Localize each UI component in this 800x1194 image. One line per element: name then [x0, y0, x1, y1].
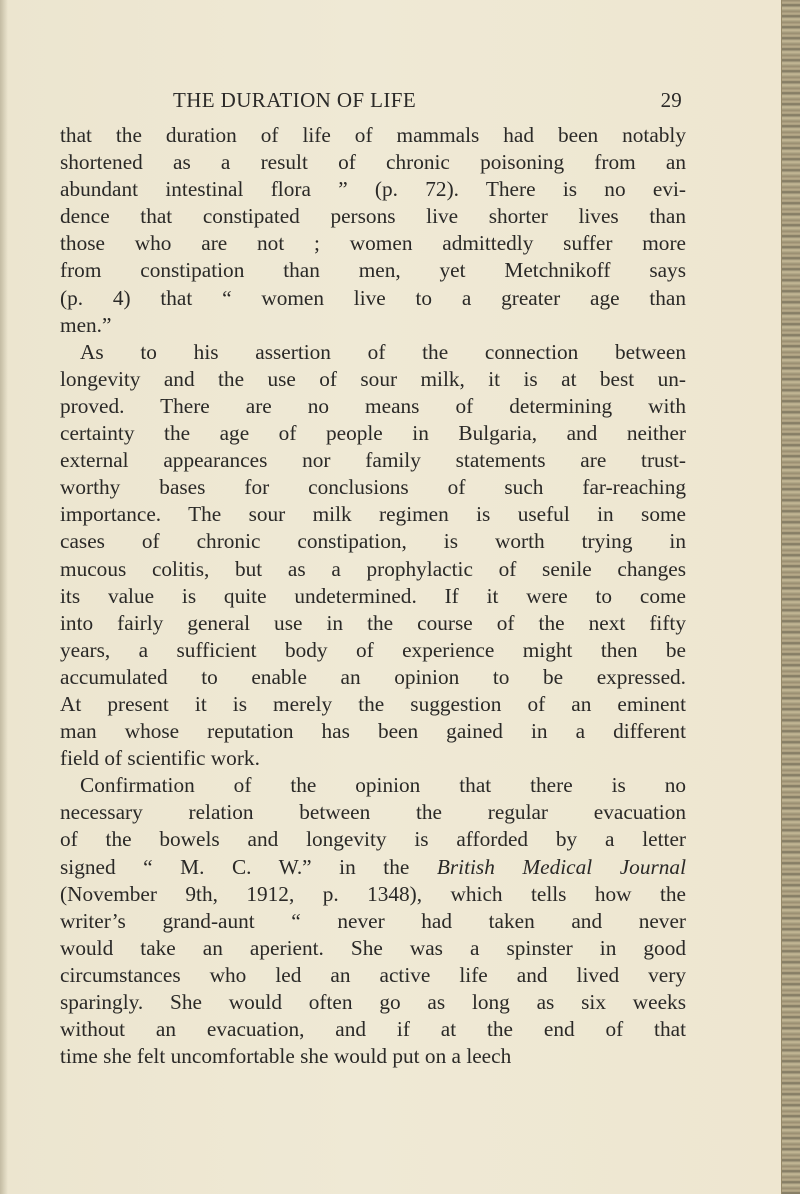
text-line-with-citation: [60, 854, 686, 881]
running-title: THE DURATION OF LIFE: [173, 88, 417, 112]
text-line: field of scientific work.: [60, 746, 260, 771]
text-line: men.”: [60, 312, 112, 337]
text-line: Confirmation of the opinion that there is no: [80, 773, 686, 798]
text-line: dence that constipated persons live shorter lives than: [60, 204, 686, 229]
journal-title: British Medical Journal: [436, 854, 686, 879]
text-line: time she felt uncomfortable she would put on a leech: [60, 1044, 512, 1069]
text-line: without an evacuation, and if at the end of that: [60, 1017, 686, 1042]
text-line: would take an aperient. She was a spinster in good: [60, 935, 686, 960]
text-line: At present it is merely the suggestion of an eminent: [60, 691, 686, 716]
text-line: external appearances nor family statements are trust-: [60, 448, 686, 473]
text-line: proved. There are no means of determining with: [60, 393, 686, 418]
text-line: that the duration of life of mammals had been notably: [60, 123, 686, 147]
running-head: [60, 88, 752, 116]
text-line: abundant intestinal flora ” (p. 72). There is no evi-: [60, 177, 686, 202]
text-line: years, a sufficient body of experience might then be: [60, 637, 686, 662]
text-line: its value is quite undetermined. If it were to come: [60, 583, 686, 608]
text-line: from constipation than men, yet Metchnikoff says: [60, 258, 686, 283]
page-fore-edge: [781, 0, 800, 1194]
text-line: writer’s grand-aunt “ never had taken and never: [60, 908, 686, 933]
spine-shadow: [0, 0, 8, 1194]
text-line: importance. The sour milk regimen is useful in some: [60, 502, 686, 527]
page-number: 29: [660, 88, 682, 112]
text-line: into fairly general use in the course of the next fifty: [60, 610, 686, 635]
text-line: (November 9th, 1912, p. 1348), which tells how the: [60, 881, 686, 906]
text-segment: signed “ M. C. W.” in the: [60, 854, 410, 879]
text-line: necessary relation between the regular evacuation: [60, 800, 686, 825]
text-line: man whose reputation has been gained in a different: [60, 719, 686, 744]
text-line: of the bowels and longevity is afforded by a letter: [60, 827, 686, 852]
text-line: longevity and the use of sour milk, it is at best un-: [60, 366, 686, 391]
text-line: As to his assertion of the connection between: [80, 339, 686, 364]
text-line: worthy bases for conclusions of such far-reaching: [60, 475, 686, 500]
text-line: certainty the age of people in Bulgaria, and neither: [60, 421, 686, 446]
text-line: circumstances who led an active life and lived very: [60, 962, 686, 987]
text-line: shortened as a result of chronic poisoning from an: [60, 150, 686, 175]
text-line: mucous colitis, but as a prophylactic of senile changes: [60, 556, 686, 581]
text-line: those who are not ; women admittedly suffer more: [60, 231, 686, 256]
text-line: cases of chronic constipation, is worth trying in: [60, 529, 686, 554]
text-line: accumulated to enable an opinion to be expressed.: [60, 664, 686, 689]
text-line: sparingly. She would often go as long as six weeks: [60, 990, 686, 1014]
body-text: [60, 122, 686, 1070]
text-line: (p. 4) that “ women live to a greater age than: [60, 285, 686, 310]
